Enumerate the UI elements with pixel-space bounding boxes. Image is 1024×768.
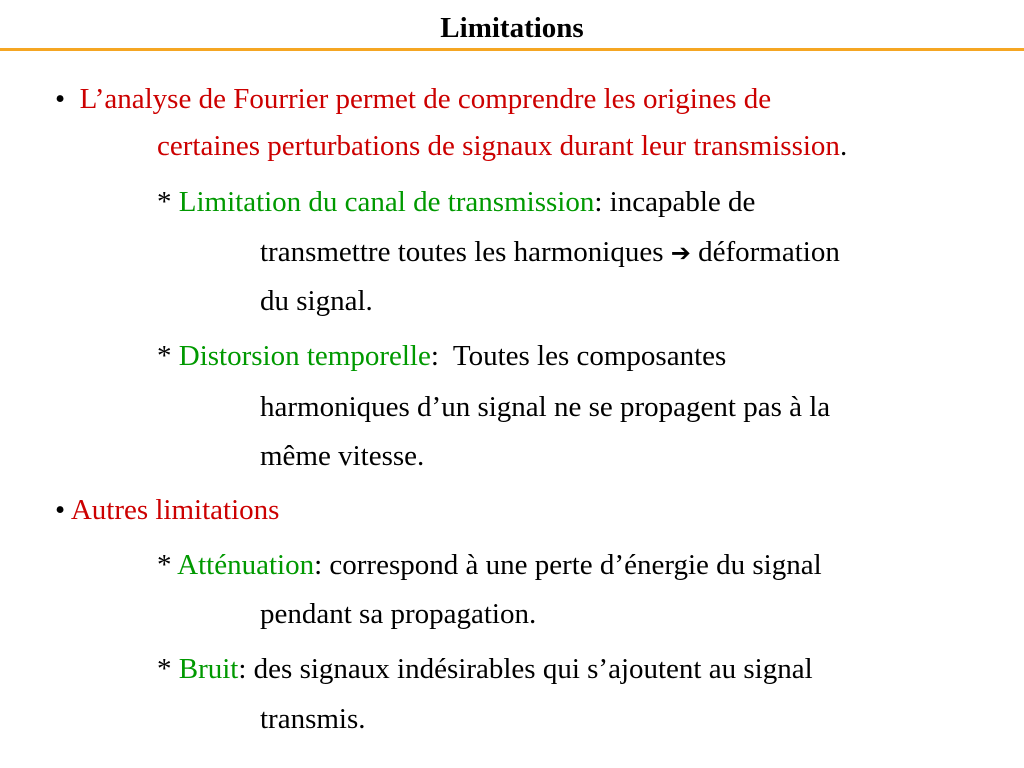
sub3-line2 bbox=[260, 591, 536, 637]
sub3-line1 bbox=[157, 542, 822, 588]
sub2-line1-rest: : Toutes les composantes bbox=[430, 340, 727, 372]
sub4-line1 bbox=[157, 646, 813, 692]
sub4-prefix: * bbox=[157, 653, 179, 685]
bullet-marker: • bbox=[55, 83, 66, 115]
sub1-line2-pre: transmettre toutes les harmoniques bbox=[260, 236, 671, 268]
bullet1-line2 bbox=[157, 123, 847, 169]
sub2-line3-text: même vitesse. bbox=[260, 440, 425, 472]
sub3-term: Atténuation bbox=[177, 549, 315, 581]
title-rule bbox=[0, 48, 1024, 51]
sub4-line2-text: transmis. bbox=[260, 703, 366, 735]
sub2-prefix: * bbox=[157, 340, 179, 372]
bullet-marker: • bbox=[55, 494, 71, 526]
sub1-line2 bbox=[260, 229, 840, 276]
bullet2-line bbox=[55, 487, 279, 533]
sub2-line2-text: harmoniques d’un signal ne se propagent pas à la bbox=[260, 391, 831, 423]
sub1-line3-text: du signal. bbox=[260, 285, 373, 317]
sub3-line2-text: pendant sa propagation. bbox=[260, 598, 537, 630]
sub1-line1-rest: : incapable de bbox=[594, 186, 756, 218]
bullet1-text-line2: certaines perturbations de signaux durant leur transmission bbox=[157, 130, 840, 162]
sub1-term: Limitation du canal de transmission bbox=[178, 186, 595, 218]
sub3-line1-rest: : correspond à une perte d’énergie du signal bbox=[314, 549, 822, 581]
sub1-prefix: * bbox=[157, 186, 179, 218]
sub4-term: Bruit bbox=[178, 653, 239, 685]
sub2-line3 bbox=[260, 433, 424, 479]
bullet1-line1 bbox=[55, 76, 771, 122]
sub4-line2 bbox=[260, 696, 366, 742]
right-arrow-icon: ➔ bbox=[670, 239, 691, 267]
sub1-line3 bbox=[260, 278, 373, 324]
slide-title: Limitations bbox=[440, 12, 584, 44]
bullet1-period: . bbox=[839, 130, 848, 162]
sub1-line2-post: déformation bbox=[690, 236, 840, 268]
sub4-line1-rest: : des signaux indésirables qui s’ajoutent au signal bbox=[238, 653, 813, 685]
bullet2-text: Autres limitations bbox=[70, 494, 280, 526]
sub2-line2 bbox=[260, 384, 830, 430]
sub3-prefix: * bbox=[157, 549, 178, 581]
sub2-line1 bbox=[157, 333, 726, 379]
sub1-line1 bbox=[157, 179, 755, 225]
sub2-term: Distorsion temporelle bbox=[178, 340, 431, 372]
bullet1-text-line1: L’analyse de Fourrier permet de comprendre les origines de bbox=[79, 83, 772, 115]
